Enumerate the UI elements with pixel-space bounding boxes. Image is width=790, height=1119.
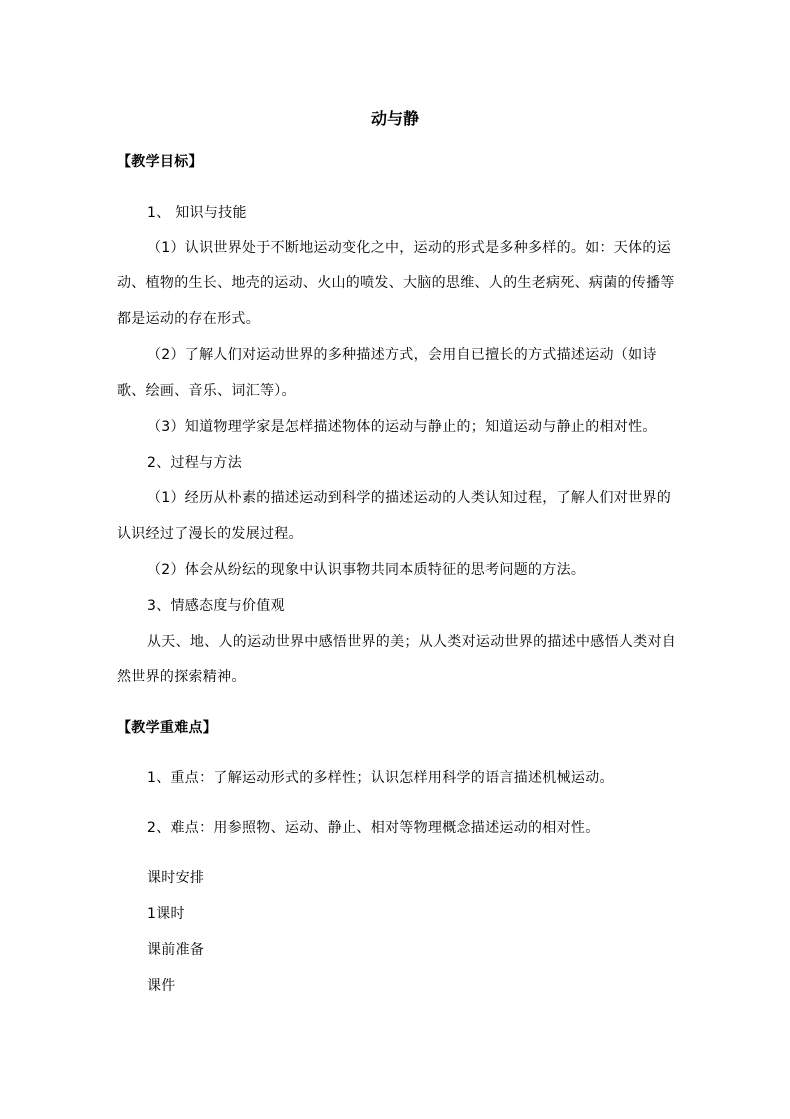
goal-1-paragraph-1-line-2: 动、植物的生长、地壳的运动、火山的喷发、大脑的思维、人的生老病死、病菌的传播等 bbox=[117, 275, 675, 291]
goal-3-label: 3、情感态度与价值观 bbox=[147, 598, 285, 614]
goal-2-paragraph-1-line-2: 认识经过了漫长的发展过程。 bbox=[117, 526, 303, 542]
goal-3-paragraph-1-line-2: 然世界的探索精神。 bbox=[117, 669, 246, 685]
goal-2-paragraph-1-line-1: （1）经历从朴素的描述运动到科学的描述运动的人类认知过程，了解人们对世界的 bbox=[147, 490, 672, 506]
key-point-2: 2、难点：用参照物、运动、静止、相对等物理概念描述运动的相对性。 bbox=[147, 820, 600, 836]
goal-2-label: 2、过程与方法 bbox=[147, 455, 243, 471]
document-title: 动与静 bbox=[370, 109, 419, 128]
preparation-value: 课件 bbox=[147, 978, 176, 994]
goal-3-paragraph-1-line-1: 从天、地、人的运动世界中感悟世界的美；从人类对运动世界的描述中感悟人类对自 bbox=[147, 634, 677, 650]
key-point-1: 1、重点：了解运动形式的多样性；认识怎样用科学的语言描述机械运动。 bbox=[147, 770, 614, 786]
goal-1-paragraph-3-line-1: （3）知道物理学家是怎样描述物体的运动与静止的；知道运动与静止的相对性。 bbox=[147, 419, 657, 435]
schedule-label: 课时安排 bbox=[147, 870, 205, 886]
goal-1-paragraph-2-line-2: 歌、绘画、音乐、词汇等）。 bbox=[117, 383, 296, 399]
goal-1-paragraph-1-line-3: 都是运动的存在形式。 bbox=[117, 311, 260, 327]
goal-1-paragraph-1-line-1: （1）认识世界处于不断地运动变化之中，运动的形式是多种多样的。如：天体的运 bbox=[147, 240, 672, 256]
goal-1-label: 1、 知识与技能 bbox=[147, 205, 247, 221]
schedule-value: 1课时 bbox=[147, 906, 185, 922]
goal-2-paragraph-2-line-1: （2）体会从纷纭的现象中认识事物共同本质特征的思考问题的方法。 bbox=[147, 562, 586, 578]
goal-1-paragraph-2-line-1: （2）了解人们对运动世界的多种描述方式，会用自已擅长的方式描述运动（如诗 bbox=[147, 347, 657, 363]
preparation-label: 课前准备 bbox=[147, 942, 205, 958]
key-points-heading: 【教学重难点】 bbox=[117, 720, 218, 736]
teaching-goals-heading: 【教学目标】 bbox=[117, 154, 203, 170]
